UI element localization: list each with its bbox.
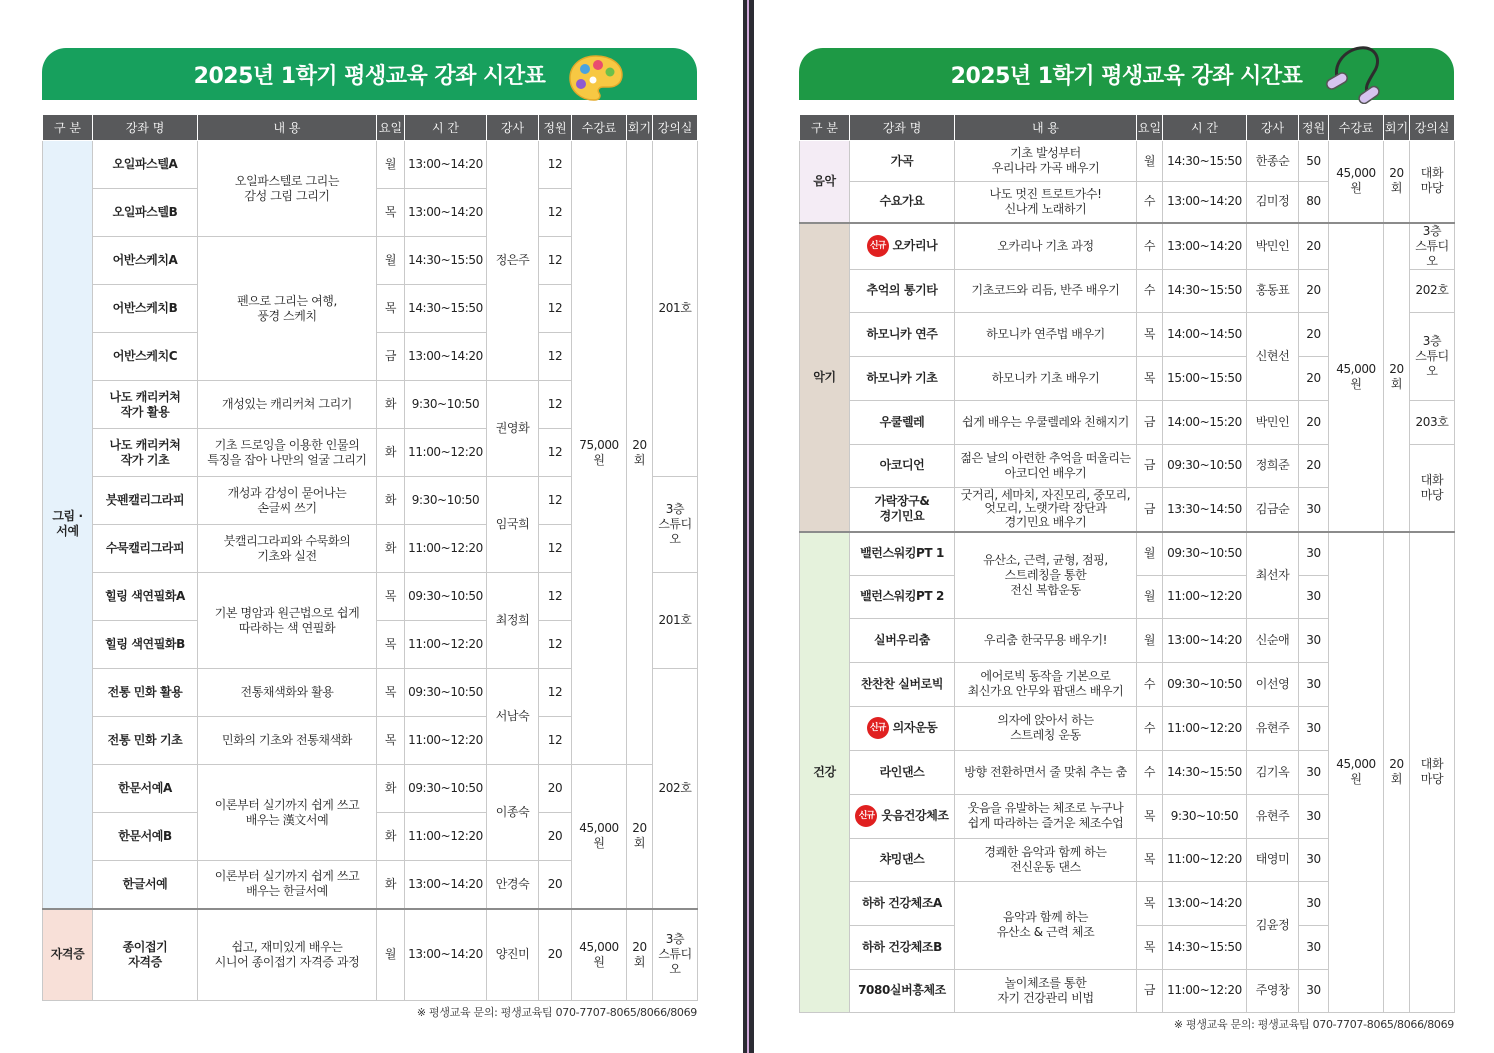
course-day: 금 [1137,400,1163,444]
table-row [800,223,1455,270]
course-room: 3층 스튜디오 [1410,223,1455,270]
course-teacher: 신현선 [1247,312,1299,400]
course-time: 11:00~12:20 [1163,575,1247,618]
course-day: 금 [1137,487,1163,532]
header-content: 내 용 [198,115,377,141]
course-fee: 45,000원 [1329,223,1384,533]
course-name: 오일파스텔B [93,189,198,237]
course-time: 14:30~15:50 [1163,269,1247,312]
course-time: 13:00~14:20 [405,333,487,381]
course-time: 14:30~15:50 [405,285,487,333]
course-capacity: 30 [1299,794,1329,838]
course-name [850,794,955,838]
course-day: 화 [377,429,405,477]
course-teacher: 이종숙 [487,765,539,861]
course-day: 수 [1137,750,1163,794]
course-capacity: 12 [539,669,572,717]
table-row [43,909,698,1001]
course-day: 월 [1137,141,1163,182]
course-day: 화 [377,765,405,813]
course-capacity: 20 [539,909,572,1001]
new-badge: 신규 [867,235,889,257]
course-content: 방향 전환하면서 줄 맞춰 추는 춤 [955,750,1137,794]
course-capacity: 12 [539,525,572,573]
course-time: 14:30~15:50 [1163,141,1247,182]
table-row [43,141,698,189]
course-time: 11:00~12:20 [1163,706,1247,750]
course-capacity: 30 [1299,487,1329,532]
header-category: 구 분 [43,115,93,141]
course-teacher: 유현주 [1247,706,1299,750]
course-teacher: 태영미 [1247,838,1299,881]
course-time: 13:00~14:20 [1163,618,1247,662]
course-content: 이론부터 실기까지 쉽게 쓰고 배우는 漢文서예 [198,765,377,861]
course-content: 기본 명암과 원근법으로 쉽게 따라하는 색 연필화 [198,573,377,669]
course-teacher: 정은주 [487,141,539,381]
course-sessions: 20회 [1384,141,1410,223]
course-capacity: 20 [539,765,572,813]
header-time: 시 간 [405,115,487,141]
course-capacity: 20 [539,861,572,909]
course-time: 13:00~14:20 [405,861,487,909]
course-content: 개성과 감성이 묻어나는 손글씨 쓰기 [198,477,377,525]
header-room: 강의실 [1410,115,1455,141]
course-sessions: 20회 [627,141,653,765]
course-day: 목 [1137,925,1163,969]
course-day: 목 [1137,312,1163,356]
table-row [800,141,1455,182]
course-time: 14:30~15:50 [405,237,487,285]
page-divider [743,0,754,1053]
header-fee: 수강료 [1329,115,1384,141]
header-teacher: 강사 [487,115,539,141]
category-health: 건강 [800,532,850,1012]
course-name: 전통 민화 활용 [93,669,198,717]
course-teacher: 박민인 [1247,223,1299,270]
course-capacity: 12 [539,141,572,189]
course-name: 나도 캐리커쳐 작가 기초 [93,429,198,477]
right-page [799,48,1454,1032]
course-name: 라인댄스 [850,750,955,794]
course-teacher: 김윤정 [1247,881,1299,969]
course-content: 기초 드로잉을 이용한 인물의 특징을 잡아 나만의 얼굴 그리기 [198,429,377,477]
course-content: 이론부터 실기까지 쉽게 쓰고 배우는 한글서예 [198,861,377,909]
course-capacity: 12 [539,381,572,429]
course-day: 목 [1137,881,1163,925]
course-day: 월 [377,909,405,1001]
header-fee: 수강료 [572,115,627,141]
course-time: 9:30~10:50 [405,381,487,429]
course-name: 가락장구& 경기민요 [850,487,955,532]
course-room: 대화 마당 [1410,532,1455,1012]
course-content: 굿거리, 세마치, 자진모리, 중모리, 엇모리, 노랫가락 장단과 경기민요 배우기 [955,487,1137,532]
course-fee: 45,000원 [572,909,627,1001]
course-time: 14:30~15:50 [1163,750,1247,794]
course-content: 개성있는 캐리커쳐 그리기 [198,381,377,429]
course-content: 젊은 날의 아련한 추억을 떠올리는 아코디언 배우기 [955,444,1137,487]
course-name: 나도 캐리커쳐 작가 활용 [93,381,198,429]
course-time: 15:00~15:50 [1163,356,1247,400]
course-day: 수 [1137,269,1163,312]
course-fee: 45,000원 [572,765,627,909]
header-teacher: 강사 [1247,115,1299,141]
course-teacher: 양진미 [487,909,539,1001]
course-day: 금 [1137,969,1163,1012]
course-teacher: 김금순 [1247,487,1299,532]
course-day: 화 [377,381,405,429]
course-teacher: 한종순 [1247,141,1299,182]
course-room: 3층 스튜디오 [653,477,698,573]
course-content: 웃음을 유발하는 체조로 누구나 쉽게 따라하는 즐거운 체조수업 [955,794,1137,838]
course-content: 음악과 함께 하는 유산소 & 근력 체조 [955,881,1137,969]
course-capacity: 20 [1299,312,1329,356]
course-day: 월 [1137,575,1163,618]
course-content: 경쾌한 음악과 함께 하는 전신운동 댄스 [955,838,1137,881]
category-instrument: 악기 [800,223,850,533]
course-time: 09:30~10:50 [1163,662,1247,706]
course-capacity: 50 [1299,141,1329,182]
header-day: 요일 [1137,115,1163,141]
course-capacity: 20 [1299,400,1329,444]
course-content: 의자에 앉아서 하는 스트레칭 운동 [955,706,1137,750]
course-room: 대화 마당 [1410,444,1455,532]
header-capacity: 정원 [539,115,572,141]
course-fee: 75,000원 [572,141,627,765]
course-time: 9:30~10:50 [1163,794,1247,838]
course-time: 13:30~14:50 [1163,487,1247,532]
course-capacity: 30 [1299,969,1329,1012]
course-capacity: 12 [539,477,572,525]
course-content: 기초코드와 리듬, 반주 배우기 [955,269,1137,312]
course-day: 목 [377,669,405,717]
course-capacity: 30 [1299,750,1329,794]
course-name: 하모니카 연주 [850,312,955,356]
course-capacity: 12 [539,573,572,621]
course-day: 금 [1137,444,1163,487]
course-content: 붓캘리그라피와 수묵화의 기초와 실전 [198,525,377,573]
course-time: 09:30~10:50 [1163,532,1247,575]
course-capacity: 20 [1299,223,1329,270]
course-name: 전통 민화 기초 [93,717,198,765]
left-footer-contact: ※ 평생교육 문의: 평생교육팀 070-7707-8065/8066/8069 [416,1006,697,1019]
course-time: 14:00~15:20 [1163,400,1247,444]
right-schedule-table [799,114,1455,1013]
course-time: 11:00~12:20 [405,813,487,861]
course-teacher: 유현주 [1247,794,1299,838]
course-day: 목 [1137,794,1163,838]
course-time: 13:00~14:20 [1163,881,1247,925]
course-name-text: 웃음건강체조 [881,808,949,823]
header-day: 요일 [377,115,405,141]
course-name: 오일파스텔A [93,141,198,189]
course-name: 한문서예B [93,813,198,861]
course-teacher: 최정희 [487,573,539,669]
course-room: 202호 [653,669,698,909]
course-name: 가곡 [850,141,955,182]
course-capacity: 20 [1299,269,1329,312]
course-capacity: 30 [1299,838,1329,881]
course-time: 13:00~14:20 [405,141,487,189]
course-time: 14:30~15:50 [1163,925,1247,969]
right-title-banner [799,48,1454,100]
course-capacity: 20 [1299,356,1329,400]
category-certificate: 자격증 [43,909,93,1001]
new-badge: 신규 [855,805,877,827]
right-footer-contact: ※ 평생교육 문의: 평생교육팀 070-7707-8065/8066/8069 [1173,1017,1454,1031]
header-course: 강좌 명 [93,115,198,141]
course-day: 목 [377,573,405,621]
course-time: 09:30~10:50 [405,669,487,717]
course-teacher: 최선자 [1247,532,1299,618]
course-room: 대화 마당 [1410,141,1455,223]
course-room: 3층 스튜디오 [1410,312,1455,400]
course-teacher: 이선영 [1247,662,1299,706]
course-capacity: 80 [1299,182,1329,223]
course-name: 힐링 색연필화B [93,621,198,669]
course-content: 오일파스텔로 그리는 감성 그림 그리기 [198,141,377,237]
jump-rope-icon [1324,42,1388,104]
course-capacity: 30 [1299,575,1329,618]
course-content: 오카리나 기초 과정 [955,223,1137,270]
header-course: 강좌 명 [850,115,955,141]
course-capacity: 12 [539,429,572,477]
course-name: 수요가요 [850,182,955,223]
course-capacity: 12 [539,621,572,669]
course-capacity: 12 [539,333,572,381]
course-name: 종이접기 자격증 [93,909,198,1001]
course-day: 목 [1137,356,1163,400]
course-capacity: 12 [539,717,572,765]
course-content: 놀이체조를 통한 자기 건강관리 비법 [955,969,1137,1012]
course-day: 금 [377,333,405,381]
course-day: 수 [1137,223,1163,270]
course-capacity: 30 [1299,881,1329,925]
course-name: 하하 건강체조B [850,925,955,969]
course-content: 민화의 기초와 전통채색화 [198,717,377,765]
course-name: 하모니카 기초 [850,356,955,400]
course-capacity: 30 [1299,618,1329,662]
course-time: 14:00~14:50 [1163,312,1247,356]
course-teacher: 안경숙 [487,861,539,909]
course-name [850,706,955,750]
course-room: 202호 [1410,269,1455,312]
course-name: 우쿨렐레 [850,400,955,444]
course-time: 11:00~12:20 [405,621,487,669]
course-teacher: 박민인 [1247,400,1299,444]
course-name: 7080실버흥체조 [850,969,955,1012]
category-drawing: 그림 · 서예 [43,141,93,909]
course-name: 한글서예 [93,861,198,909]
course-room: 203호 [1410,400,1455,444]
course-content: 하모니카 연주법 배우기 [955,312,1137,356]
course-teacher: 홍동표 [1247,269,1299,312]
course-day: 월 [1137,532,1163,575]
course-day: 수 [1137,182,1163,223]
table-row [800,532,1455,575]
course-name: 챠밍댄스 [850,838,955,881]
right-header-row [800,115,1455,141]
course-teacher: 임국희 [487,477,539,573]
course-name: 밸런스워킹PT 2 [850,575,955,618]
course-name: 수묵캘리그라피 [93,525,198,573]
course-day: 월 [377,141,405,189]
course-day: 화 [377,477,405,525]
header-room: 강의실 [653,115,698,141]
course-capacity: 12 [539,189,572,237]
course-content: 유산소, 근력, 균형, 점핑, 스트레칭을 통한 전신 복합운동 [955,532,1137,618]
course-sessions: 20회 [627,909,653,1001]
course-day: 목 [377,189,405,237]
left-page [42,48,697,1020]
course-name: 한문서예A [93,765,198,813]
course-day: 수 [1137,706,1163,750]
course-name: 아코디언 [850,444,955,487]
course-content: 쉽고, 재미있게 배우는 시니어 종이접기 자격증 과정 [198,909,377,1001]
course-name: 어반스케치C [93,333,198,381]
course-day: 화 [377,525,405,573]
course-room: 201호 [653,573,698,669]
course-capacity: 20 [1299,444,1329,487]
course-name [850,223,955,270]
course-fee: 45,000원 [1329,141,1384,223]
course-capacity: 20 [539,813,572,861]
course-content: 펜으로 그리는 여행, 풍경 스케치 [198,237,377,381]
header-content: 내 용 [955,115,1137,141]
course-name: 찬찬찬 실버로빅 [850,662,955,706]
header-category: 구 분 [800,115,850,141]
course-time: 11:00~12:20 [405,429,487,477]
course-sessions: 20회 [1384,532,1410,1012]
course-time: 13:00~14:20 [1163,223,1247,270]
course-time: 11:00~12:20 [1163,969,1247,1012]
course-time: 11:00~12:20 [405,525,487,573]
course-fee: 45,000원 [1329,532,1384,1012]
course-name: 추억의 통기타 [850,269,955,312]
course-name-text: 의자운동 [892,720,938,735]
course-day: 화 [377,813,405,861]
course-day: 목 [377,717,405,765]
right-title: 2025년 1학기 평생교육 강좌 시간표 [950,63,1303,89]
course-day: 목 [377,621,405,669]
table-row [43,765,698,813]
new-badge: 신규 [867,717,889,739]
course-content: 쉽게 배우는 우쿨렐레와 친해지기 [955,400,1137,444]
header-sessions: 회기 [627,115,653,141]
palette-icon [567,53,625,103]
course-time: 13:00~14:20 [405,189,487,237]
course-teacher: 김미정 [1247,182,1299,223]
course-name: 하하 건강체조A [850,881,955,925]
course-capacity: 30 [1299,532,1329,575]
left-title-banner [42,48,697,100]
left-header-row [43,115,698,141]
course-teacher: 정희준 [1247,444,1299,487]
course-capacity: 30 [1299,662,1329,706]
course-name: 힐링 색연필화A [93,573,198,621]
course-time: 11:00~12:20 [1163,838,1247,881]
course-teacher: 서남숙 [487,669,539,765]
course-room: 3층 스튜디오 [653,909,698,1001]
course-capacity: 12 [539,237,572,285]
course-sessions: 20회 [627,765,653,909]
course-teacher: 주영창 [1247,969,1299,1012]
course-name: 밸런스워킹PT 1 [850,532,955,575]
course-name-text: 오카리나 [892,238,938,253]
course-time: 9:30~10:50 [405,477,487,525]
course-time: 11:00~12:20 [405,717,487,765]
left-schedule-table [42,114,698,1001]
course-teacher: 권영화 [487,381,539,477]
course-capacity: 30 [1299,706,1329,750]
course-time: 09:30~10:50 [1163,444,1247,487]
course-day: 월 [377,237,405,285]
course-content: 기초 발성부터 우리나라 가곡 배우기 [955,141,1137,182]
course-capacity: 12 [539,285,572,333]
category-music: 음악 [800,141,850,223]
course-name: 실버우리춤 [850,618,955,662]
course-day: 화 [377,861,405,909]
left-title: 2025년 1학기 평생교육 강좌 시간표 [193,63,546,89]
course-day: 수 [1137,662,1163,706]
course-time: 09:30~10:50 [405,765,487,813]
course-capacity: 30 [1299,925,1329,969]
course-time: 09:30~10:50 [405,573,487,621]
course-name: 어반스케치A [93,237,198,285]
header-time: 시 간 [1163,115,1247,141]
course-day: 월 [1137,618,1163,662]
course-content: 우리춤 한국무용 배우기! [955,618,1137,662]
course-day: 목 [1137,838,1163,881]
course-teacher: 신순애 [1247,618,1299,662]
course-name: 붓펜캘리그라피 [93,477,198,525]
course-time: 13:00~14:20 [1163,182,1247,223]
course-content: 에어로빅 동작을 기본으로 최신가요 안무와 팝댄스 배우기 [955,662,1137,706]
course-content: 하모니카 기초 배우기 [955,356,1137,400]
course-content: 나도 멋진 트로트가수! 신나게 노래하기 [955,182,1137,223]
course-content: 전통채색화와 활용 [198,669,377,717]
course-teacher: 김기옥 [1247,750,1299,794]
course-time: 13:00~14:20 [405,909,487,1001]
course-day: 목 [377,285,405,333]
header-capacity: 정원 [1299,115,1329,141]
header-sessions: 회기 [1384,115,1410,141]
course-name: 어반스케치B [93,285,198,333]
course-room: 201호 [653,141,698,477]
course-sessions: 20회 [1384,223,1410,533]
